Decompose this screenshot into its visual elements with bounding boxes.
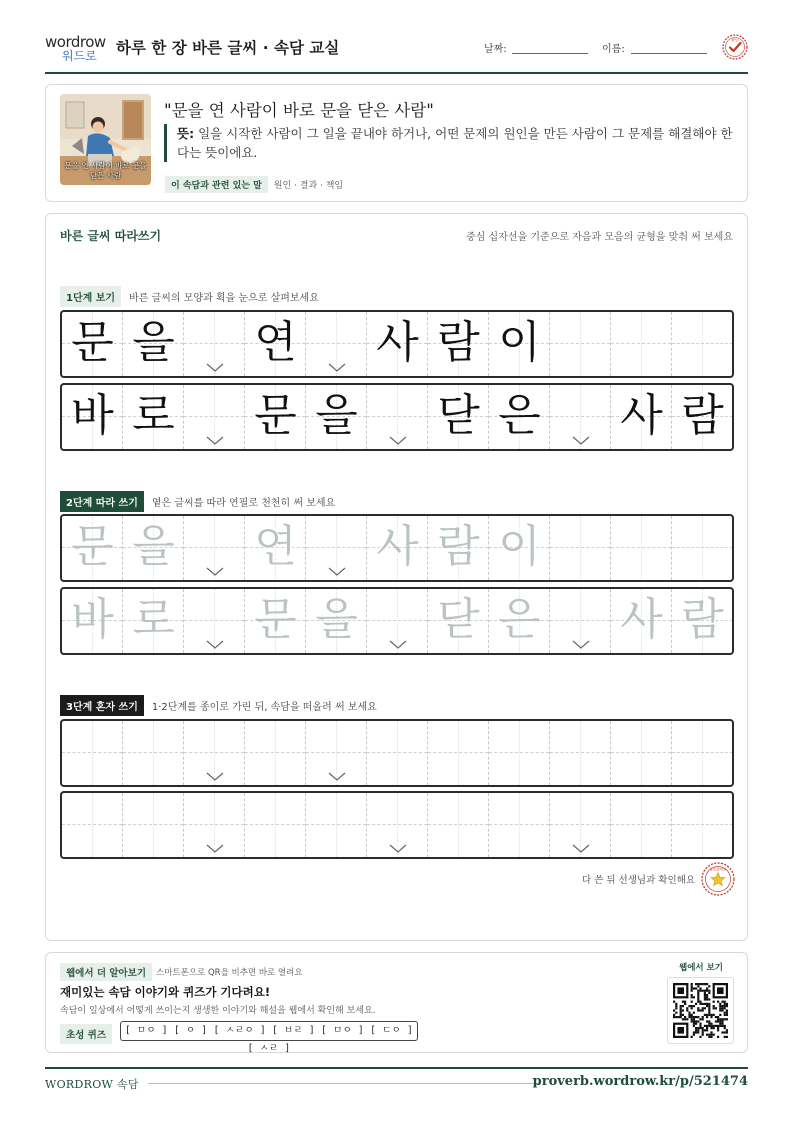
glyph: 연 [254, 521, 297, 572]
grid-cell [672, 312, 733, 376]
grid-cell [428, 721, 489, 785]
grid-cell [62, 589, 123, 653]
glyph: 을 [132, 521, 175, 572]
grid-cell [611, 793, 672, 857]
grid-cell [489, 385, 550, 449]
grid-cell [245, 312, 306, 376]
step-1-badge: 1단계 보기 [60, 286, 121, 307]
step-2-header [60, 491, 335, 512]
grid-cell [428, 385, 489, 449]
grid-cell [245, 516, 306, 580]
step-3-header [60, 695, 377, 716]
web-headline: 재미있는 속담 이야기와 퀴즈가 기다려요! [60, 985, 271, 999]
grid-cell [428, 793, 489, 857]
space-mark-icon [572, 436, 590, 445]
proverb-meaning [164, 124, 734, 162]
footer-brand: WORDROW 속담 [45, 1078, 139, 1091]
grid-cell [672, 589, 733, 653]
grid-cell [245, 385, 306, 449]
glyph: 은 [498, 390, 541, 441]
grid-cell [123, 516, 184, 580]
glyph: 로 [132, 594, 175, 645]
grid-cell [62, 312, 123, 376]
glyph: 이 [498, 317, 541, 368]
grid-cell [245, 721, 306, 785]
check-stamp-icon [722, 34, 748, 60]
space-mark-icon [206, 567, 224, 576]
grid-cell [489, 589, 550, 653]
proverb-card [45, 84, 748, 202]
grid-cell [306, 589, 367, 653]
page-header [45, 30, 748, 74]
quiz-label: 초성 퀴즈 [60, 1024, 112, 1044]
glyph: 문 [254, 594, 297, 645]
glyph: 바 [71, 390, 114, 441]
date-label: 날짜: [484, 44, 507, 55]
space-mark-icon [389, 640, 407, 649]
grid-cell [672, 385, 733, 449]
qr-code-icon [673, 983, 728, 1038]
related-tag: 이 속담과 관련 있는 말 [165, 176, 268, 193]
grid-cell [62, 721, 123, 785]
glyph: 을 [315, 390, 358, 441]
grid-cell [489, 793, 550, 857]
meaning-text: 일을 시작한 사람이 그 일을 끝내야 하거나, 어떤 문제의 원인을 만든 사람이 그 문제를 해결해야 한다는 뜻이에요. [177, 126, 733, 160]
footer-rule [148, 1083, 540, 1084]
grid-cell [611, 721, 672, 785]
space-mark-icon [389, 844, 407, 853]
glyph: 람 [437, 317, 480, 368]
web-tag: 웹에서 더 알아보기 [60, 963, 152, 981]
space-mark-icon [389, 436, 407, 445]
step-3-badge: 3단계 혼자 쓰기 [60, 695, 144, 716]
web-subtext: 스마트폰으로 QR을 비추면 바로 열려요 [156, 968, 303, 978]
grid-cell [489, 516, 550, 580]
grid-cell [62, 385, 123, 449]
practice-section [45, 213, 748, 941]
grid-cell [428, 312, 489, 376]
grid-cell [123, 793, 184, 857]
space-mark-icon [206, 772, 224, 781]
glyph: 사 [376, 317, 419, 368]
footer-url[interactable]: proverb.wordrow.kr/p/521474 [532, 1074, 748, 1089]
space-mark-icon [206, 363, 224, 372]
grid-cell [123, 589, 184, 653]
glyph: 사 [620, 390, 663, 441]
grid-cell [611, 516, 672, 580]
name-field[interactable] [631, 53, 707, 54]
grid-cell [62, 516, 123, 580]
grid-cell [611, 589, 672, 653]
step-1-header [60, 286, 319, 307]
trace-row-1[interactable] [60, 514, 734, 582]
footer-divider [45, 1067, 748, 1069]
grid-cell [123, 721, 184, 785]
trace-row-2[interactable] [60, 587, 734, 655]
step-1-desc: 바른 글씨의 모양과 획을 눈으로 살펴보세요 [129, 293, 319, 304]
star-stamp-icon [701, 862, 735, 896]
grid-cell [428, 589, 489, 653]
proverb-text: "문을 연 사람이 바로 문을 닫은 사람" [164, 101, 434, 120]
glyph: 문 [71, 521, 114, 572]
space-mark-icon [572, 844, 590, 853]
related-words: 원인 · 결과 · 책임 [273, 181, 344, 191]
glyph: 문 [254, 390, 297, 441]
grid-cell [245, 589, 306, 653]
proverb-illustration [60, 94, 151, 185]
related-words-row [165, 176, 343, 193]
grid-cell [306, 793, 367, 857]
name-label: 이름: [602, 44, 625, 55]
grid-cell [489, 312, 550, 376]
grid-cell [367, 312, 428, 376]
glyph: 닫 [437, 594, 480, 645]
glyph: 연 [254, 317, 297, 368]
check-stamp-text: 확인 [731, 37, 739, 43]
view-row-2 [60, 383, 734, 451]
space-mark-icon [206, 640, 224, 649]
glyph: 사 [620, 594, 663, 645]
glyph: 사 [376, 521, 419, 572]
glyph: 문 [71, 317, 114, 368]
logo-korean: 워드로 [62, 49, 97, 63]
space-mark-icon [328, 363, 346, 372]
grid-cell [550, 312, 611, 376]
glyph: 이 [498, 521, 541, 572]
practice-hint: 중심 십자선을 기준으로 자음과 모음의 균형을 맞춰 써 보세요 [466, 232, 733, 243]
check-note: 다 쓴 뒤 선생님과 확인해요 [581, 875, 695, 886]
glyph: 바 [71, 594, 114, 645]
glyph: 람 [681, 594, 724, 645]
view-row-1 [60, 310, 734, 378]
space-mark-icon [328, 567, 346, 576]
glyph: 람 [681, 390, 724, 441]
glyph: 닫 [437, 390, 480, 441]
grid-cell [367, 516, 428, 580]
step-3-desc: 1·2단계를 종이로 가린 뒤, 속담을 떠올려 써 보세요 [151, 702, 377, 713]
initial-consonant-quiz: [ ㅁㅇ ] [ ㅇ ] [ ㅅㄹㅇ ] [ ㅂㄹ ] [ ㅁㅇ ] [ ㄷㅇ ] [ ㅅㄹ ] [120, 1021, 418, 1041]
star-stamp-text: 참잘했어요 [709, 867, 727, 872]
practice-title: 바른 글씨 따라쓰기 [60, 229, 162, 243]
grid-cell [367, 721, 428, 785]
step-2-desc: 옅은 글씨를 따라 연필로 천천히 써 보세요 [151, 498, 336, 509]
glyph: 로 [132, 390, 175, 441]
grid-cell [550, 721, 611, 785]
write-row-1[interactable] [60, 719, 734, 787]
grid-cell [611, 385, 672, 449]
qr-code[interactable] [667, 977, 734, 1044]
write-row-2[interactable] [60, 791, 734, 859]
grid-cell [123, 312, 184, 376]
glyph: 람 [437, 521, 480, 572]
grid-cell [672, 793, 733, 857]
space-mark-icon [328, 772, 346, 781]
grid-cell [672, 516, 733, 580]
web-card [45, 952, 748, 1053]
glyph: 은 [498, 594, 541, 645]
glyph: 을 [315, 594, 358, 645]
logo-wordmark: wordrow [45, 33, 106, 51]
grid-cell [306, 385, 367, 449]
step-2-badge: 2단계 따라 쓰기 [60, 491, 144, 512]
grid-cell [245, 793, 306, 857]
glyph: 을 [132, 317, 175, 368]
grid-cell [428, 516, 489, 580]
space-mark-icon [572, 640, 590, 649]
grid-cell [611, 312, 672, 376]
space-mark-icon [206, 844, 224, 853]
page-title: 하루 한 장 바른 글씨 · 속담 교실 [116, 39, 340, 57]
grid-cell [489, 721, 550, 785]
web-body: 속담이 일상에서 어떻게 쓰이는지 생생한 이야기와 해설을 웹에서 확인해 보세요. [60, 1006, 376, 1016]
grid-cell [62, 793, 123, 857]
meaning-label: 뜻: [177, 126, 195, 141]
grid-cell [550, 516, 611, 580]
illustration-caption: 문을 연 사람이 바로 문을 닫은 사람 [64, 161, 147, 180]
date-field[interactable] [512, 53, 588, 54]
qr-label: 웹에서 보기 [679, 963, 724, 973]
space-mark-icon [206, 436, 224, 445]
grid-cell [672, 721, 733, 785]
grid-cell [123, 385, 184, 449]
wordrow-logo [45, 33, 109, 63]
